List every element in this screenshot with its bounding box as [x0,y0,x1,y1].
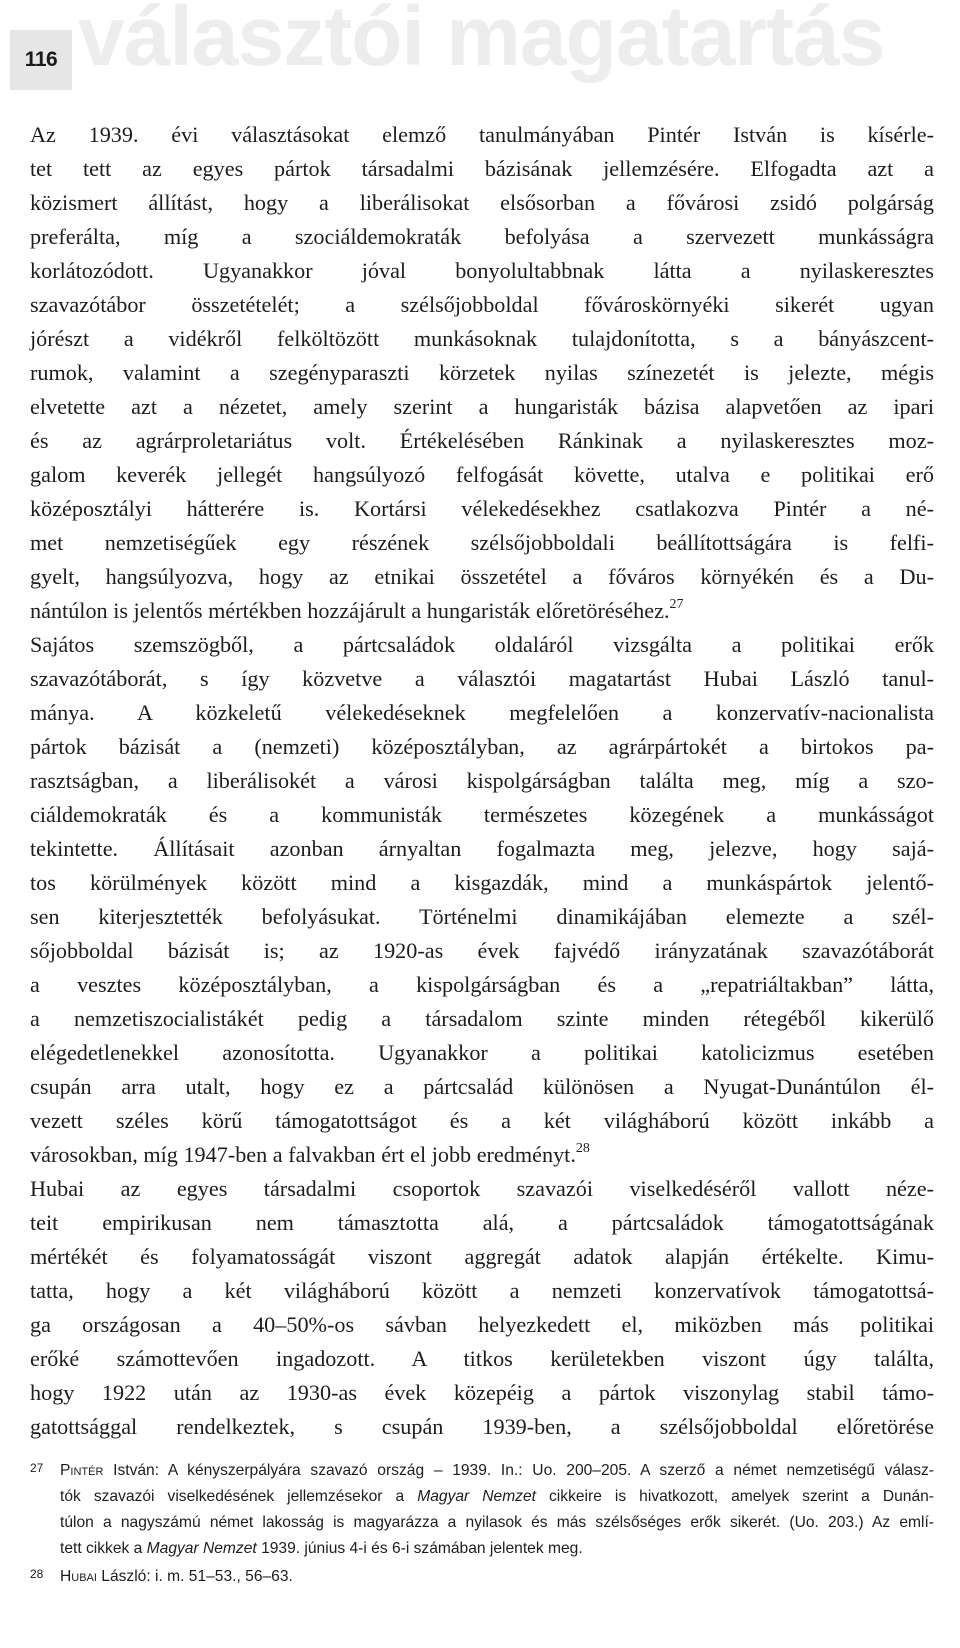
body-line: pártok bázisát a (nemzeti) középosztályban, az agrárpártokét a birtokos pa- [30,734,934,759]
body-line: Hubai az egyes társadalmi csoportok szavazói viselkedéséről vallott néze- [30,1176,934,1201]
footnote-text: László: i. m. 51–53., 56–63. [96,1568,293,1585]
footnote-text: tett cikkek a [60,1540,147,1557]
body-line: korlátozódott. Ugyanakkor jóval bonyolultabbnak látta a nyilaskeresztes [30,258,934,283]
body-line: tet tett az egyes pártok társadalmi bázisának jellemzésére. Elfogadta azt a [30,156,934,181]
body-line: preferálta, míg a szociáldemokraták befolyása a szervezett munkásságra [30,224,934,249]
footnote-author: Pintér [60,1462,104,1479]
running-title: választói magatartás [78,0,885,83]
page-number-box [10,30,72,90]
body-line: erőké számottevően ingadozott. A titkos kerületekben viszont úgy találta, [30,1346,934,1371]
footnote-line [60,1484,934,1510]
body-line: a nemzetiszocialistákét pedig a társadalom szinte minden rétegéből kikerülő [30,1006,934,1031]
body-line-text: városokban, míg 1947-ben a falvakban ért el jobb eredményt. [30,1142,576,1167]
body-line: elvetette azt a nézetet, amely szerint a hungaristák bázisa alapvetően az ipari [30,394,934,419]
body-line: sőjobboldal bázisát is; az 1920-as évek fajvédő irányzatának szavazótáborát [30,938,934,963]
footnote-italic: Magyar Nemzet [417,1488,536,1505]
body-line: szavazótáborát, s így közvetve a választói magatartást Hubai László tanul- [30,666,934,691]
body-line: teit empirikusan nem támasztotta alá, a pártcsaládok támogatottságának [30,1210,934,1235]
body-line: Sajátos szemszögből, a pártcsaládok oldaláról vizsgálta a politikai erők [30,632,934,657]
page-header [0,0,960,110]
footnote-mark-27: 27 [30,1461,44,1475]
body-line: gatottsággal rendelkeztek, s csupán 1939-ben, a szélsőjobboldal előretörése [30,1414,934,1439]
body-line: elégedetlenekkel azonosította. Ugyanakkor a politikai katolicizmus esetében [30,1040,934,1065]
body-line: szavazótábor összetételét; a szélsőjobboldal fővároskörnyéki sikerét ugyan [30,292,934,317]
body-line: tatta, hogy a két világháború között a nemzeti konzervatívok támogatottsá- [30,1278,934,1303]
body-line: közismert állítást, hogy a liberálisokat elsősorban a fővárosi zsidó polgárság [30,190,934,215]
body-line: ciáldemokraták és a kommunisták természetes közegének a munkásságot [30,802,934,827]
body-line: ga országosan a 40–50%-os sávban helyezkedett el, miközben más politikai [30,1312,934,1337]
footnote-line [60,1458,934,1484]
footnote-text: István: A kényszerpályára szavazó ország – 1939. In.: Uo. 200–205. A szerző a német nemzetiségű válasz- [103,1462,934,1479]
body-line: tos körülmények között mind a kisgazdák, mind a munkáspártok jelentő- [30,870,934,895]
footnote-italic: Magyar Nemzet [146,1540,257,1557]
body-line [30,1138,590,1172]
body-line: sen kiterjesztették befolyásukat. Történelmi dinamikájában elemezte a szél- [30,904,934,929]
footnote-line: túlon a nagyszámú német lakosság is magyarázza a nyilasok és más szélsőséges erők sikerét. (Uo. 203.) Az emlí- [60,1514,934,1531]
body-line: középosztályi hátterére is. Kortársi vélekedésekhez csatlakozva Pintér a né- [30,496,934,521]
body-line: mánya. A közkeletű vélekedéseknek megfelelően a konzervatív-nacionalista [30,700,934,725]
body-line: jórészt a vidékről felköltözött munkásoknak tulajdonította, s a bányászcent- [30,326,934,351]
body-line: met nemzetiségűek egy részének szélsőjobboldali beállítottságára is felfi- [30,530,934,555]
body-line: gyelt, hangsúlyozva, hogy az etnikai összetétel a főváros környékén és a Du- [30,564,934,589]
body-line: tekintette. Állításait azonban árnyaltan fogalmazta meg, jelezve, hogy sajá- [30,836,934,861]
body-line: és az agrárproletariátus volt. Értékelésében Ránkinak a nyilaskeresztes moz- [30,428,934,453]
footnote-ref-27: 27 [669,596,684,612]
body-line: rasztságban, a liberálisokét a városi kispolgárságban találta meg, míg a szo- [30,768,934,793]
body-line: rumok, valamint a szegényparaszti körzetek nyilas színezetét is jelezte, mégis [30,360,934,385]
footnote-text: cikkeire is hivatkozott, amelyek szerint a Dunán- [535,1488,934,1505]
footnote-ref-28: 28 [575,1140,590,1156]
body-line: mértékét és folyamatosságát viszont aggregát adatok alapján értékelte. Kimu- [30,1244,934,1269]
body-line-text: nántúlon is jelentős mértékben hozzájárult a hungaristák előretöréséhez. [30,598,670,623]
body-line: Az 1939. évi választásokat elemző tanulmányában Pintér István is kísérle- [30,122,934,147]
footnote-line [60,1564,934,1590]
body-line [30,594,684,628]
body-line: a vesztes középosztályban, a kispolgárságban és a „repatriáltakban” látta, [30,972,934,997]
footnote-author: Hubai [60,1568,97,1585]
body-line: vezett széles körű támogatottságot és a két világháború között inkább a [30,1108,934,1133]
footnote-text: tók szavazói viselkedésének jellemzésekor a [60,1488,418,1505]
body-line: csupán arra utalt, hogy ez a pártcsalád különösen a Nyugat-Dunántúlon él- [30,1074,934,1099]
footnote-line [60,1536,934,1562]
body-line: hogy 1922 után az 1930-as évek közepéig a pártok viszonylag stabil támo- [30,1380,934,1405]
footnote-mark-28: 28 [30,1567,44,1581]
body-line: galom keverék jellegét hangsúlyozó felfogását követte, utalva e politikai erő [30,462,934,487]
page-number: 116 [24,48,58,71]
footnote-text: 1939. június 4-i és 6-i számában jelentek meg. [256,1540,583,1557]
